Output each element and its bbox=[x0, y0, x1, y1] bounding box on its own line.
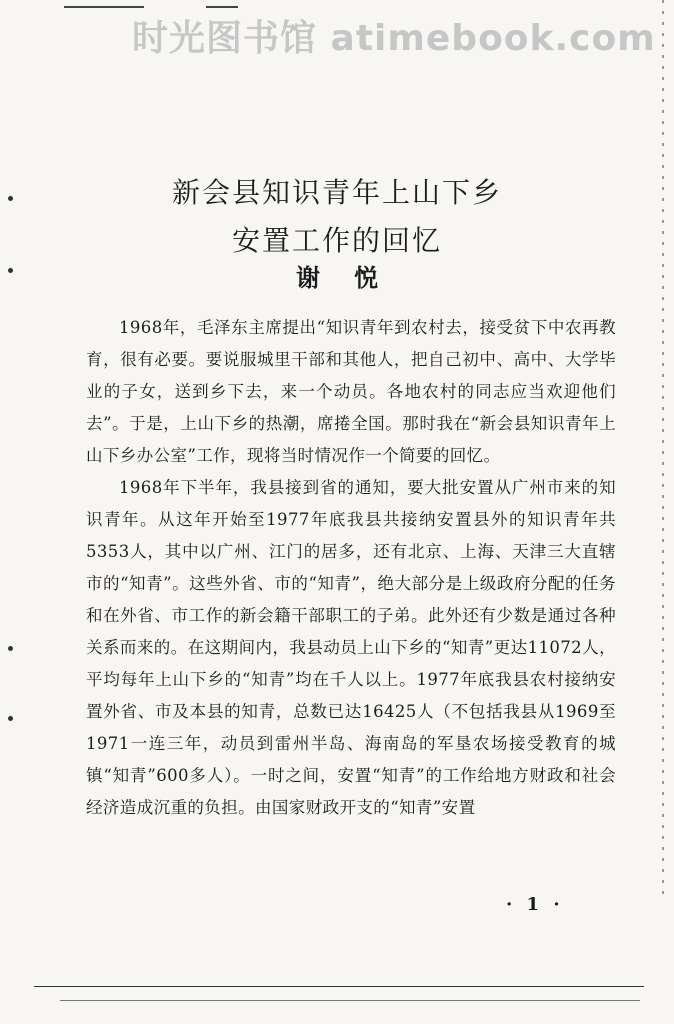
article-body bbox=[86, 312, 616, 824]
margin-dot bbox=[8, 716, 13, 721]
margin-dot bbox=[8, 646, 13, 651]
page-number: · 1 · bbox=[506, 894, 564, 915]
watermark: 时光图书馆 atimebook.com bbox=[132, 18, 656, 59]
article-title-line-2: 安置工作的回忆 bbox=[231, 223, 442, 257]
paragraph: 1968年下半年，我县接到省的通知，要大批安置从广州市来的知识青年。从这年开始至1977年底我县共接纳安置县外的知识青年共5353人，其中以广州、江门的居多，还有北京、上海、天津三大直辖市的“知青”。这些外省、市的“知青”，绝大部分是上级政府分配的任务和在外省、市工作的新会籍干部职工的子弟。此外还有少数是通过各种关系而来的。在这期间内，我县动员上山下乡的“知青”更达11072人，平均每年上山下乡的“知青”均在千人以上。1977年底我县农村接纳安置外省、市及本县的知青，总数已达16425人（不包括我县从1969至1971一连三年，动员到雷州半岛、海南岛的军垦农场接受教育的城镇“知青”600多人）。一时之间，安置“知青”的工作给地方财政和社会经济造成沉重的负担。由国家财政开支的“知青”安置 bbox=[86, 478, 616, 817]
bottom-rule bbox=[34, 986, 644, 987]
top-rule bbox=[64, 6, 144, 8]
paragraph: 1968年，毛泽东主席提出“知识青年到农村去，接受贫下中农再教育，很有必要。要说服城里干部和其他人，把自己初中、高中、大学毕业的子女，送到乡下去，来一个动员。各地农村的同志应当欢迎他们去”。于是，上山下乡的热潮，席捲全国。那时我在“新会县知识青年上山下乡办公室”工作，现将当时情况作一个简要的回忆。 bbox=[86, 318, 616, 465]
article-title-line-1: 新会县知识青年上山下乡 bbox=[171, 175, 502, 209]
bottom-rule-lower bbox=[60, 1000, 640, 1001]
top-rule-short bbox=[206, 6, 238, 8]
binding-edge bbox=[662, 0, 664, 900]
author-name: 谢悦 bbox=[296, 263, 412, 292]
